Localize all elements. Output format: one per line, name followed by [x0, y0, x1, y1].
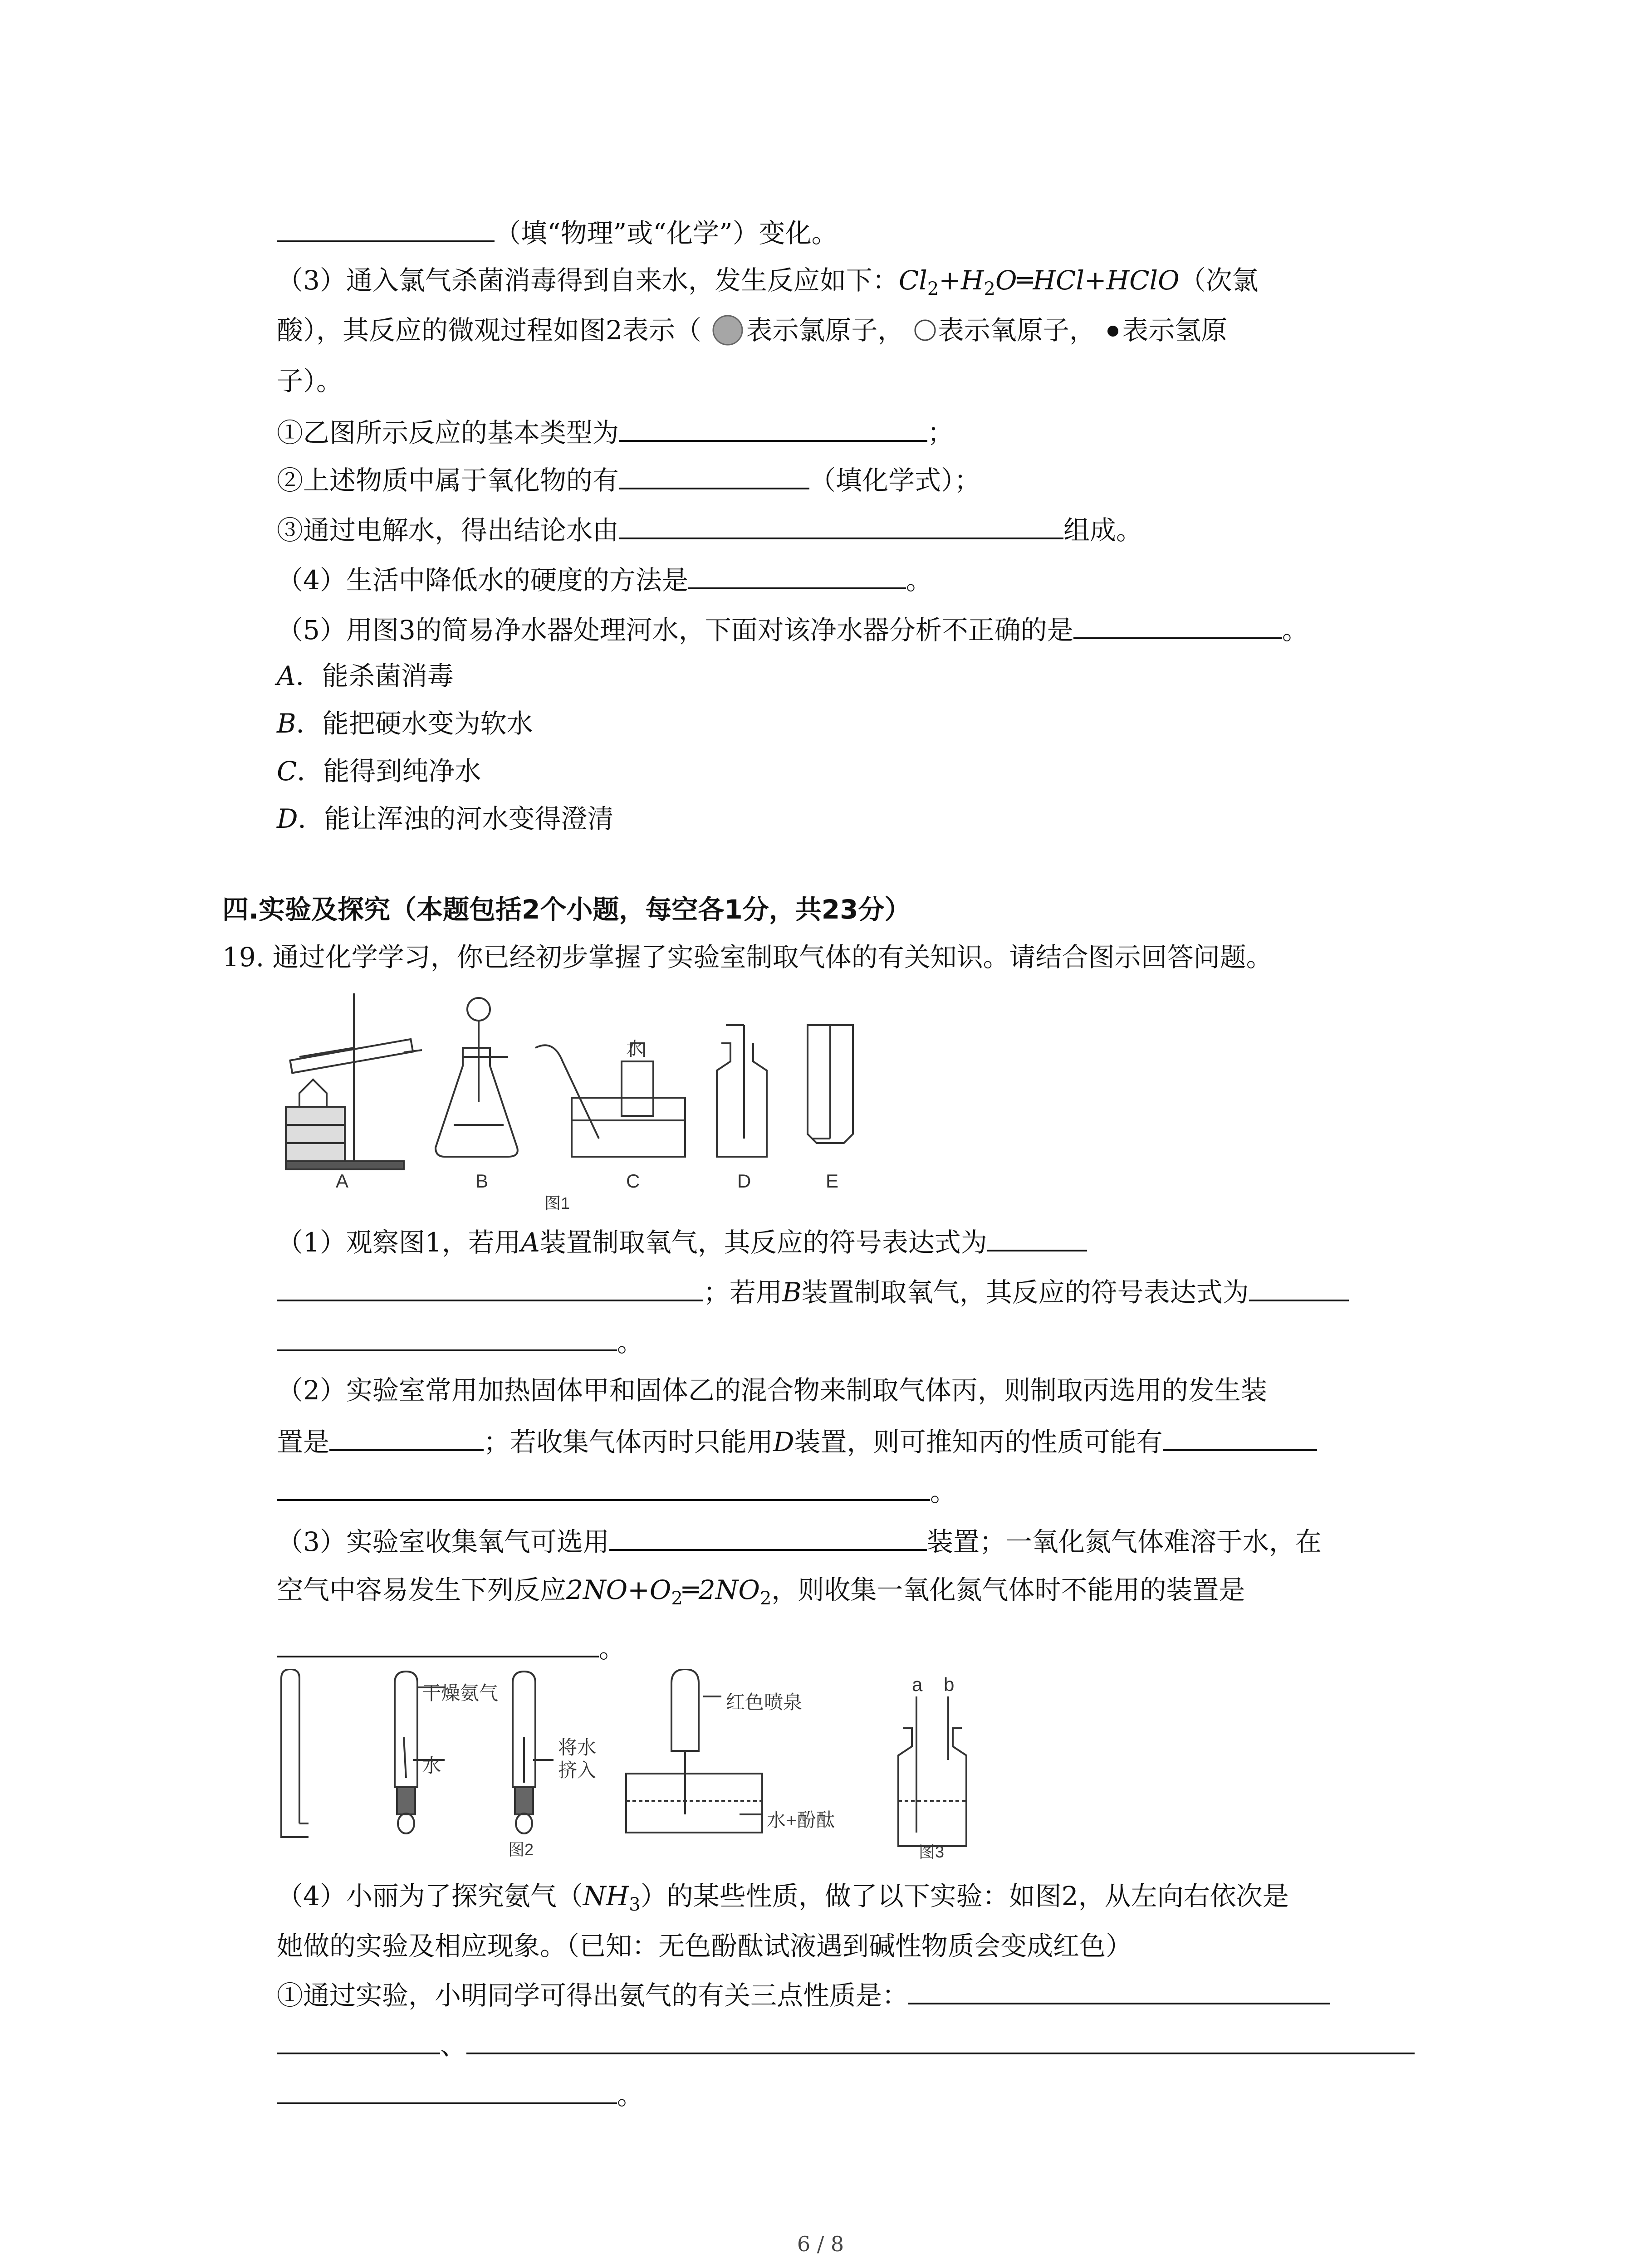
- figure-1-label-a: A: [336, 1170, 349, 1192]
- q18-line6: ②上述物质中属于氧化物的有 （填化学式）；: [277, 460, 980, 499]
- q19-part1-line3: 。: [277, 1322, 643, 1360]
- answer-blank[interactable]: [609, 1522, 927, 1551]
- answer-blank[interactable]: [1073, 610, 1282, 639]
- answer-blank[interactable]: [619, 413, 927, 442]
- figure-2-label-water: 水: [422, 1755, 441, 1776]
- q18-line4: 子）。: [277, 366, 343, 396]
- figure-2-drawing: [272, 1669, 1021, 1860]
- page-number: 6 / 8: [797, 2232, 844, 2256]
- answer-blank[interactable]: [277, 1472, 930, 1501]
- figure-2-label-fountain: 红色喷泉: [726, 1691, 803, 1713]
- section-heading: 四.实验及探究（本题包括2个小题，每空各1分，共23分）: [222, 894, 911, 925]
- q19-intro: 19. 通过化学学习，你已经初步掌握了实验室制取气体的有关知识。请结合图示回答问题。: [222, 942, 1273, 973]
- answer-blank[interactable]: [619, 510, 1063, 539]
- figure-1-label-e: E: [826, 1170, 839, 1192]
- answer-blank[interactable]: [329, 1422, 484, 1451]
- figure-3-label-a: a: [912, 1674, 923, 1695]
- q19-part4-line3: ①通过实验，小明同学可得出氨气的有关三点性质是：: [277, 1975, 1330, 2014]
- option-c: C．能得到纯净水: [277, 756, 481, 787]
- answer-blank[interactable]: [277, 1272, 703, 1301]
- answer-blank[interactable]: [277, 213, 495, 242]
- q19-part4-line2: 她做的实验及相应现象。（已知：无色酚酞试液遇到碱性物质会变成红色）: [277, 1931, 1132, 1961]
- q18-line9: （5）用图3的简易净水器处理河水，下面对该净水器分析不正确的是 。: [277, 610, 1308, 648]
- option-b: B．能把硬水变为软水: [277, 708, 533, 739]
- q19-part1-line1: （1）观察图1，若用A装置制取氧气，其反应的符号表达式为: [277, 1222, 1087, 1261]
- q18-line3: 酸），其反应的微观过程如图2表示（ 表示氯原子， 表示氧原子， 表示氢原: [277, 315, 1228, 346]
- figure-2-label-squeeze-1: 将水: [558, 1737, 597, 1758]
- chlorine-atom-icon: [710, 314, 746, 346]
- answer-blank[interactable]: [466, 2025, 1415, 2054]
- q19-part3-line2: 空气中容易发生下列反应$2NO+O_2═2NO_2$，则收集一氧化氮气体时不能用的装置是: [277, 1574, 1245, 1609]
- q19-part3-line1: （3）实验室收集氧气可选用 装置；一氧化氮气体难溶于水，在: [277, 1522, 1322, 1560]
- figure-2-label-squeeze-2: 挤入: [558, 1760, 597, 1781]
- figure-2: [272, 1669, 1021, 1860]
- answer-blank[interactable]: [1163, 1422, 1317, 1451]
- q18-line8: （4）生活中降低水的硬度的方法是 。: [277, 560, 932, 598]
- figure-1-water-label: 水: [626, 1039, 644, 1058]
- option-d: D．能让浑浊的河水变得澄清: [277, 803, 614, 834]
- figure-2-label-dry-ammonia: 干燥氨气: [422, 1682, 499, 1704]
- oxygen-atom-icon: [912, 318, 938, 343]
- answer-blank[interactable]: [987, 1222, 1087, 1251]
- q19-part2-line2: 置是 ；若收集气体丙时只能用D装置，则可推知丙的性质可能有: [277, 1422, 1317, 1460]
- answer-blank[interactable]: [908, 1975, 1330, 2004]
- figure-2-label-phenolphthalein: 水+酚酞: [767, 1809, 835, 1831]
- answer-blank[interactable]: [277, 2025, 440, 2054]
- q18-line2: （3）通入氯气杀菌消毒得到自来水，发生反应如下：$Cl_2+H_2O═HCl+HClO$（次氯: [277, 265, 1259, 299]
- answer-blank[interactable]: [277, 1322, 617, 1351]
- option-a: A．能杀菌消毒: [277, 660, 454, 691]
- answer-blank[interactable]: [277, 1628, 599, 1657]
- answer-blank[interactable]: [1249, 1272, 1349, 1301]
- figure-2-caption: 图2: [508, 1840, 534, 1859]
- figure-1-label-b: B: [475, 1170, 489, 1192]
- q19-part2-line3: 。: [277, 1472, 956, 1510]
- figure-1-caption: 图1: [544, 1194, 570, 1212]
- figure-1: [272, 989, 898, 1216]
- q19-part4-line4: 、: [277, 2025, 1415, 2063]
- q18-line7: ③通过电解水，得出结论水由 组成。: [277, 510, 1142, 548]
- q18-line5: ①乙图所示反应的基本类型为 ；: [277, 413, 954, 451]
- figure-3-label-b: b: [944, 1674, 955, 1695]
- answer-blank[interactable]: [277, 2075, 617, 2104]
- q19-part4-line5: 。: [277, 2075, 643, 2113]
- figure-1-label-d: D: [737, 1170, 751, 1192]
- figure-1-label-c: C: [626, 1170, 640, 1192]
- figure-3-caption: 图3: [919, 1843, 945, 1861]
- q18-line1: （填“物理”或“化学”）变化。: [277, 213, 838, 251]
- figure-1-drawing: [272, 989, 898, 1216]
- q19-part3-line3: 。: [277, 1628, 625, 1667]
- answer-blank[interactable]: [619, 460, 809, 489]
- hydrogen-atom-icon: [1104, 322, 1122, 340]
- answer-blank[interactable]: [688, 560, 906, 589]
- q19-part2-line1: （2）实验室常用加热固体甲和固体乙的混合物来制取气体丙，则制取丙选用的发生装: [277, 1375, 1267, 1406]
- q19-part4-line1: （4）小丽为了探究氨气$(NH_3)$的某些性质，做了以下实验：如图2，从左向右依次是: [277, 1881, 1289, 1915]
- q19-part1-line2: ；若用B装置制取氧气，其反应的符号表达式为: [277, 1272, 1349, 1310]
